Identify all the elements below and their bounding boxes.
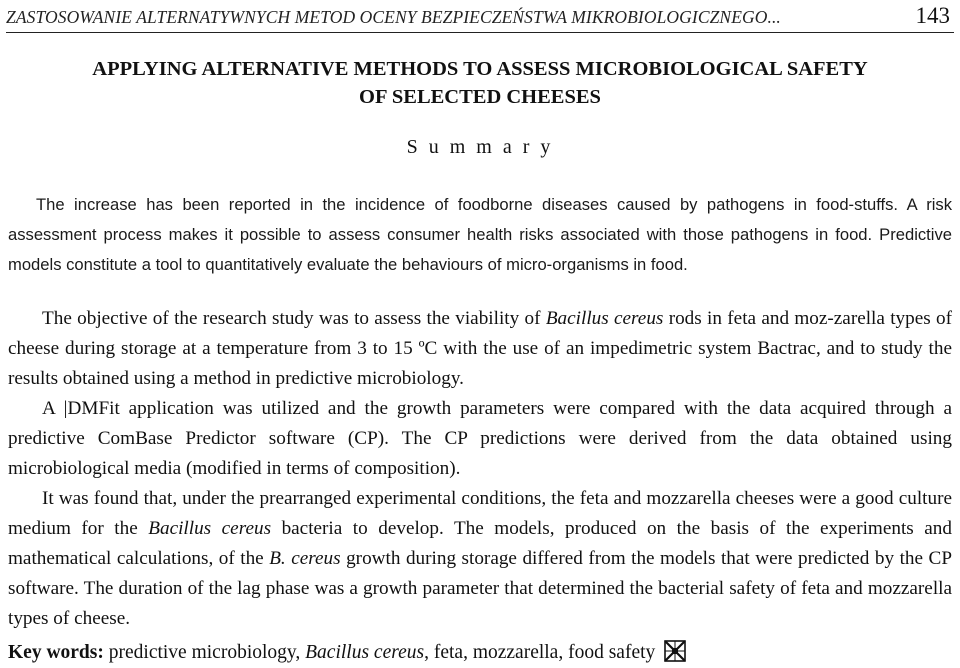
keywords-label: Key words: [8,642,104,663]
text-span: bacteria to develop. The models, produced on the basis of the experiments and mathematical calculations, of the [8,518,952,569]
article-title [0,55,960,111]
summary-paragraph-3: A |DMFit application was utilized and the growth parameters were compared with the data acquired through a predictive ComBase Predictor software (CP). The CP predictions were derived from the data obtained using microbiological media (modified in terms of composition). [8,398,952,479]
text-span: rods in feta and moz-zarella types of cheese during storage at a temperature from 3 to 15 ºC with the use of an impedimetric system Bactrac, and to study the results obtained using a method in predictive microbiology. [8,308,953,389]
text-span: predictive microbiology, [103,642,306,663]
article-title-line-2: OF SELECTED CHEESES [359,86,601,108]
summary-body [8,304,952,634]
species-name: B. cereus [269,548,341,569]
text-span: It was found that, under the prearranged experimental conditions, the feta and mozzarella cheeses were a good culture medium for the [8,488,952,539]
running-title: ZASTOSOWANIE ALTERNATYWNYCH METOD OCENY BEZPIECZEŃSTWA MIKROBIOLOGICZNEGO... [6,7,781,27]
text-span: growth during storage differed from the models that were predicted by the CP software. The duration of the lag phase was a growth parameter that determined the bacterial safety of feta and mozzarella types of cheese. [8,548,952,629]
article-title-line-1: APPLYING ALTERNATIVE METHODS TO ASSESS MICROBIOLOGICAL SAFETY [92,58,868,80]
text-span: The objective of the research study was to assess the viability of [42,308,546,329]
running-head [6,3,954,29]
summary-intro [8,190,952,280]
summary-paragraph-4 [8,484,952,634]
summary-paragraph-2 [8,304,952,394]
text-span: , feta, mozzarella, food safety [424,642,656,663]
summary-heading: S u m m a r y [406,136,554,158]
species-name: Bacillus cereus [305,642,425,663]
header-rule [6,32,954,33]
keywords [8,640,952,664]
decorative-end-mark-icon [664,640,686,662]
page-number: 143 [915,3,950,28]
summary-paragraph-1: The increase has been reported in the incidence of foodborne diseases caused by pathogens in food-stuffs. A risk assessment process makes it possible to assess consumer health risks associated with those pathogens in food. Predictive models constitute a tool to quantitatively evaluate the behaviours of micro-organisms in food. [8,195,952,274]
species-name: Bacillus cereus [545,308,664,329]
species-name: Bacillus cereus [148,518,272,539]
